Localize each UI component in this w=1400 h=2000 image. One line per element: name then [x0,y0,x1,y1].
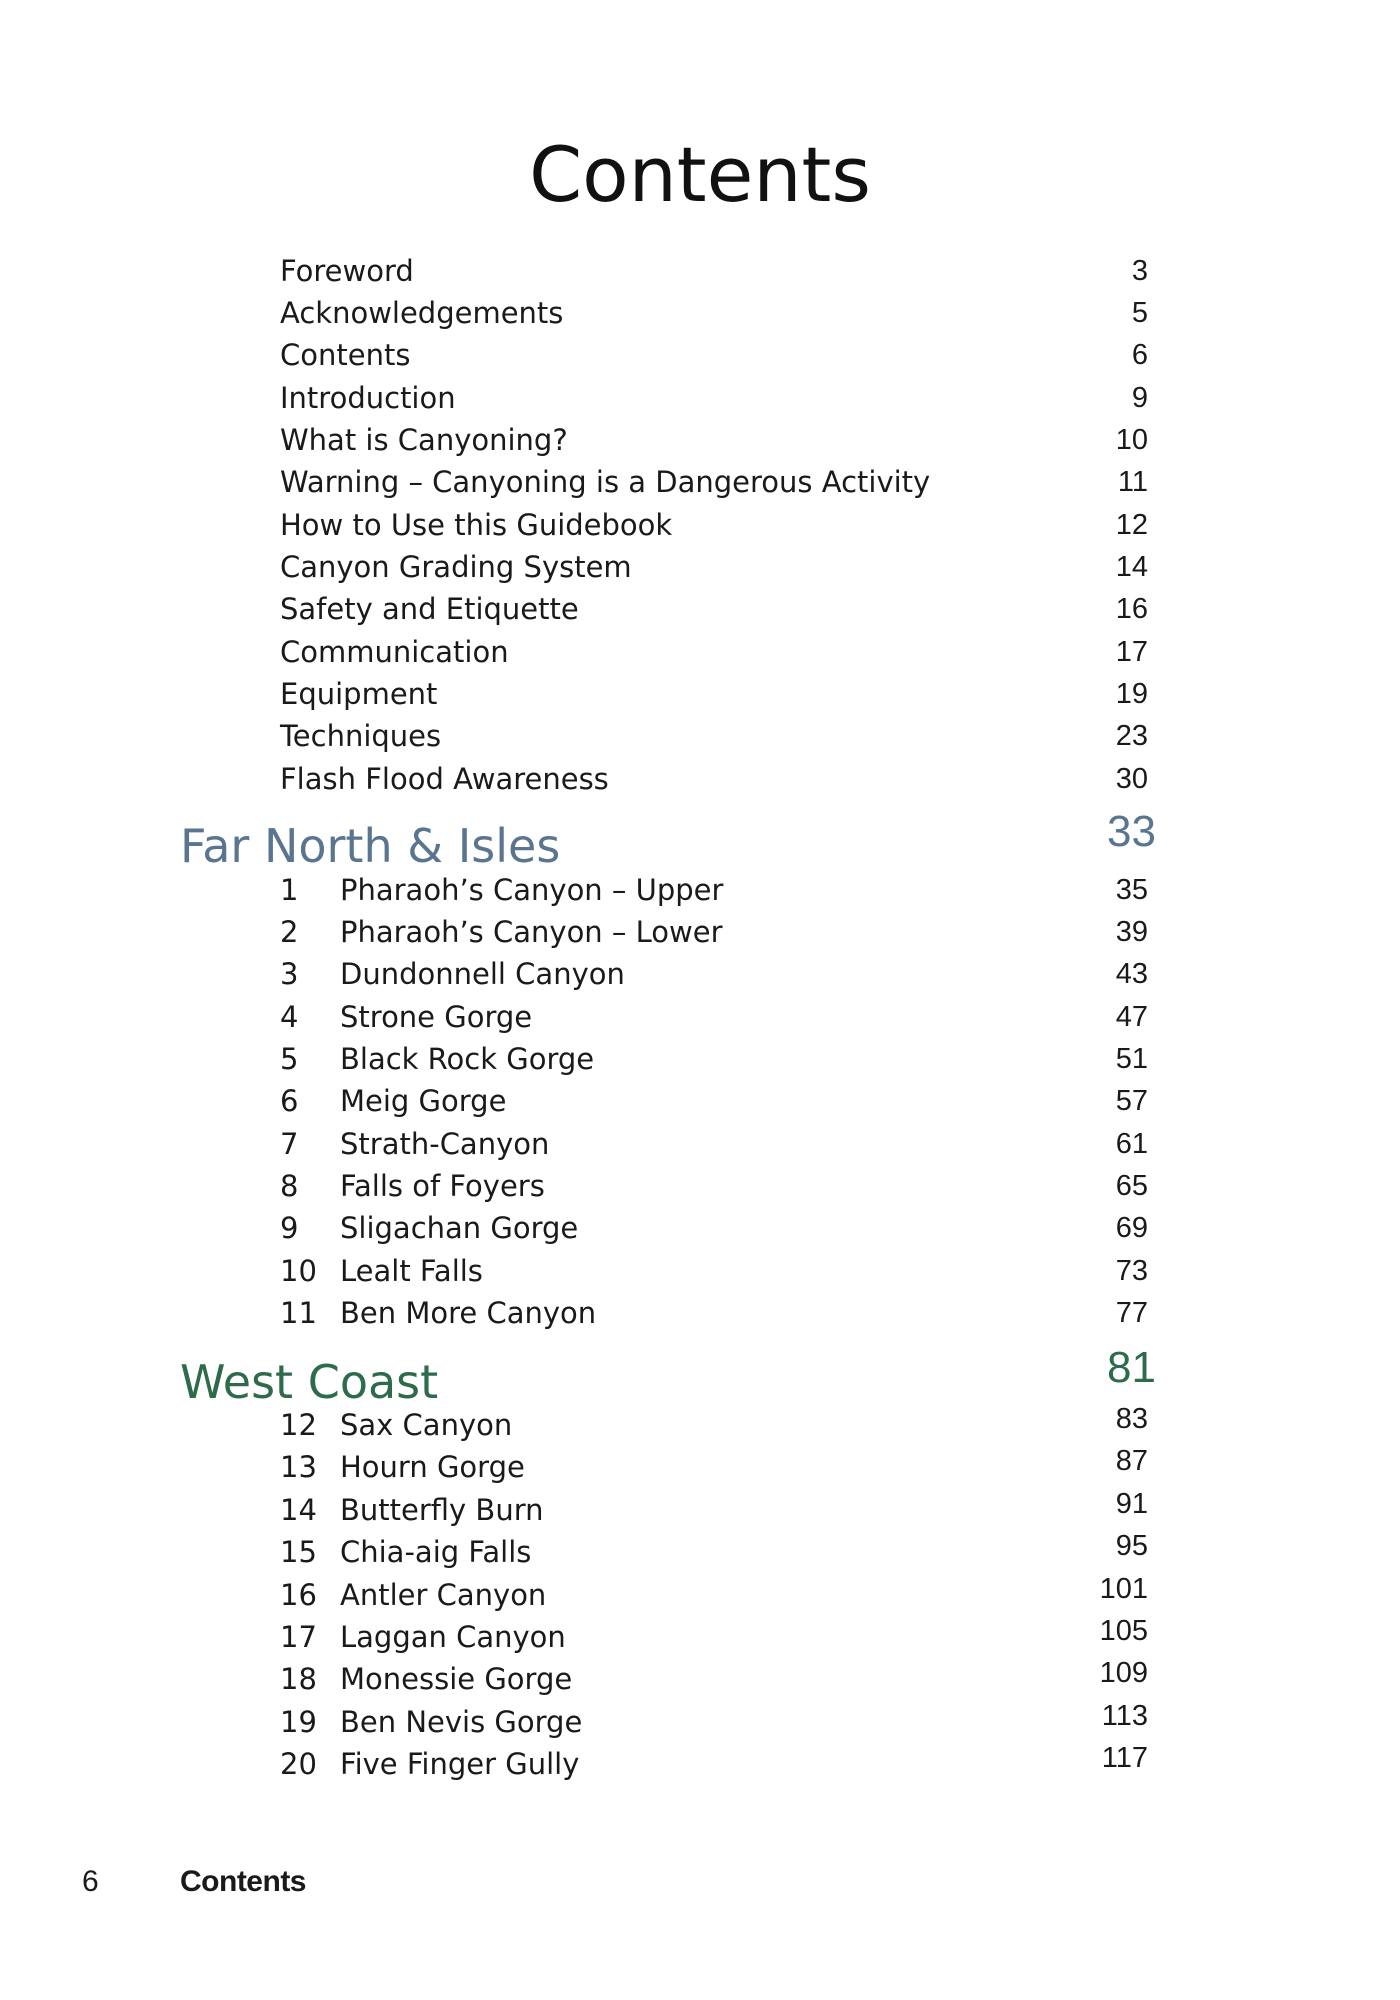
toc-entry-equipment[interactable] [0,672,1400,716]
route-page: 105 [1099,1615,1148,1647]
route-page: 87 [1115,1445,1148,1477]
route-page: 77 [1115,1297,1148,1329]
toc-entry-page: 3 [1131,255,1148,287]
toc-entry-label: Contents [280,338,411,372]
route-number: 3 [280,957,299,991]
route-number: 8 [280,1169,299,1203]
section-page: 81 [1107,1343,1156,1392]
route-label: Strath-Canyon [340,1127,550,1161]
toc-entry-flash-flood[interactable] [0,757,1400,801]
toc-entry-label: Equipment [280,677,438,711]
toc-entry-label: How to Use this Guidebook [280,508,673,542]
route-page: 69 [1115,1212,1148,1244]
toc-entry-label: Communication [280,635,509,669]
route-page: 91 [1115,1488,1148,1520]
route-number: 18 [280,1662,317,1696]
toc-route-entry[interactable] [0,1615,1400,1659]
toc-entry-label: Canyon Grading System [280,550,632,584]
route-number: 15 [280,1535,317,1569]
route-label: Black Rock Gorge [340,1042,595,1076]
toc-route-entry[interactable] [0,1445,1400,1489]
toc-entry-page: 10 [1115,424,1148,456]
route-number: 12 [280,1408,317,1442]
route-number: 2 [280,915,299,949]
toc-route-entry[interactable] [0,1657,1400,1701]
toc-route-entry[interactable] [0,1122,1400,1166]
toc-route-entry[interactable] [0,1573,1400,1617]
toc-entry-page: 11 [1117,466,1148,498]
toc-route-entry[interactable] [0,1742,1400,1786]
section-title: West Coast [180,1355,439,1409]
page-title: Contents [529,130,871,219]
toc-entry-techniques[interactable] [0,714,1400,758]
toc-entry-introduction[interactable] [0,376,1400,420]
toc-route-entry[interactable] [0,1291,1400,1335]
toc-route-entry[interactable] [0,1530,1400,1574]
toc-entry-page: 9 [1131,382,1148,414]
toc-entry-grading-system[interactable] [0,545,1400,589]
toc-entry-warning[interactable] [0,460,1400,504]
route-label: Pharaoh’s Canyon – Lower [340,915,723,949]
route-label: Strone Gorge [340,1000,533,1034]
toc-route-entry[interactable] [0,1037,1400,1081]
route-number: 13 [280,1450,317,1484]
section-page: 33 [1107,807,1156,856]
toc-entry-label: Foreword [280,254,414,288]
route-label: Hourn Gorge [340,1450,525,1484]
toc-route-entry[interactable] [0,868,1400,912]
route-number: 7 [280,1127,299,1161]
toc-entry-page: 17 [1115,636,1148,668]
route-page: 101 [1099,1573,1148,1605]
page-number: 6 [82,1865,99,1898]
route-number: 19 [280,1705,317,1739]
toc-entry-page: 30 [1115,763,1148,795]
toc-entry-label: Warning – Canyoning is a Dangerous Activity [280,465,931,499]
route-number: 6 [280,1084,299,1118]
route-page: 47 [1115,1001,1148,1033]
toc-entry-how-to-use[interactable] [0,503,1400,547]
toc-entry-foreword[interactable] [0,249,1400,293]
toc-entry-page: 23 [1115,720,1148,752]
route-label: Chia-aig Falls [340,1535,532,1569]
route-page: 117 [1101,1742,1148,1774]
section-heading-far-north[interactable] [0,807,1400,876]
route-page: 83 [1115,1403,1148,1435]
toc-entry-page: 19 [1115,678,1148,710]
running-head: Contents [180,1865,306,1898]
toc-entry-page: 5 [1131,297,1148,329]
toc-entry-label: Safety and Etiquette [280,592,579,626]
route-number: 16 [280,1578,317,1612]
toc-entry-label: Introduction [280,381,456,415]
route-label: Lealt Falls [340,1254,483,1288]
toc-route-entry[interactable] [0,1488,1400,1532]
route-label: Falls of Foyers [340,1169,545,1203]
route-label: Sligachan Gorge [340,1211,579,1245]
toc-entry-label: What is Canyoning? [280,423,568,457]
toc-route-entry[interactable] [0,1206,1400,1250]
route-number: 11 [280,1296,317,1330]
route-label: Dundonnell Canyon [340,957,625,991]
toc-route-entry[interactable] [0,952,1400,996]
route-page: 35 [1115,874,1148,906]
toc-entry-safety-etiquette[interactable] [0,587,1400,631]
route-page: 51 [1115,1043,1148,1075]
route-page: 109 [1099,1657,1148,1689]
toc-route-entry[interactable] [0,1249,1400,1293]
page-footer [0,1862,1400,1902]
toc-route-entry[interactable] [0,910,1400,954]
route-label: Meig Gorge [340,1084,507,1118]
route-label: Ben More Canyon [340,1296,597,1330]
route-number: 14 [280,1493,317,1527]
toc-entry-communication[interactable] [0,630,1400,674]
toc-entry-page: 16 [1115,593,1148,625]
toc-entry-label: Flash Flood Awareness [280,762,609,796]
toc-entry-page: 12 [1115,509,1148,541]
route-number: 10 [280,1254,317,1288]
toc-entry-label: Techniques [280,719,442,753]
route-number: 4 [280,1000,299,1034]
route-page: 43 [1115,958,1148,990]
route-label: Five Finger Gully [340,1747,580,1781]
toc-entry-contents[interactable] [0,333,1400,377]
route-number: 20 [280,1747,317,1781]
section-title: Far North & Isles [180,819,561,873]
route-number: 17 [280,1620,317,1654]
route-number: 9 [280,1211,299,1245]
route-label: Pharaoh’s Canyon – Upper [340,873,724,907]
route-page: 39 [1115,916,1148,948]
route-page: 95 [1115,1530,1148,1562]
toc-route-entry[interactable] [0,995,1400,1039]
route-label: Antler Canyon [340,1578,547,1612]
route-label: Sax Canyon [340,1408,513,1442]
route-number: 5 [280,1042,299,1076]
toc-entry-acknowledgements[interactable] [0,291,1400,335]
route-page: 113 [1101,1700,1148,1732]
route-page: 57 [1115,1085,1148,1117]
route-page: 73 [1115,1255,1148,1287]
toc-entry-what-is-canyoning[interactable] [0,418,1400,462]
route-page: 65 [1115,1170,1148,1202]
toc-entry-page: 14 [1115,551,1148,583]
route-number: 1 [280,873,299,907]
toc-route-entry[interactable] [0,1700,1400,1744]
toc-route-entry[interactable] [0,1079,1400,1123]
toc-route-entry[interactable] [0,1164,1400,1208]
toc-route-entry[interactable] [0,1403,1400,1447]
toc-entry-page: 6 [1131,339,1148,371]
route-label: Laggan Canyon [340,1620,566,1654]
route-page: 61 [1115,1128,1148,1160]
route-label: Monessie Gorge [340,1662,573,1696]
route-label: Butterfly Burn [340,1493,544,1527]
toc-entry-label: Acknowledgements [280,296,564,330]
route-label: Ben Nevis Gorge [340,1705,583,1739]
